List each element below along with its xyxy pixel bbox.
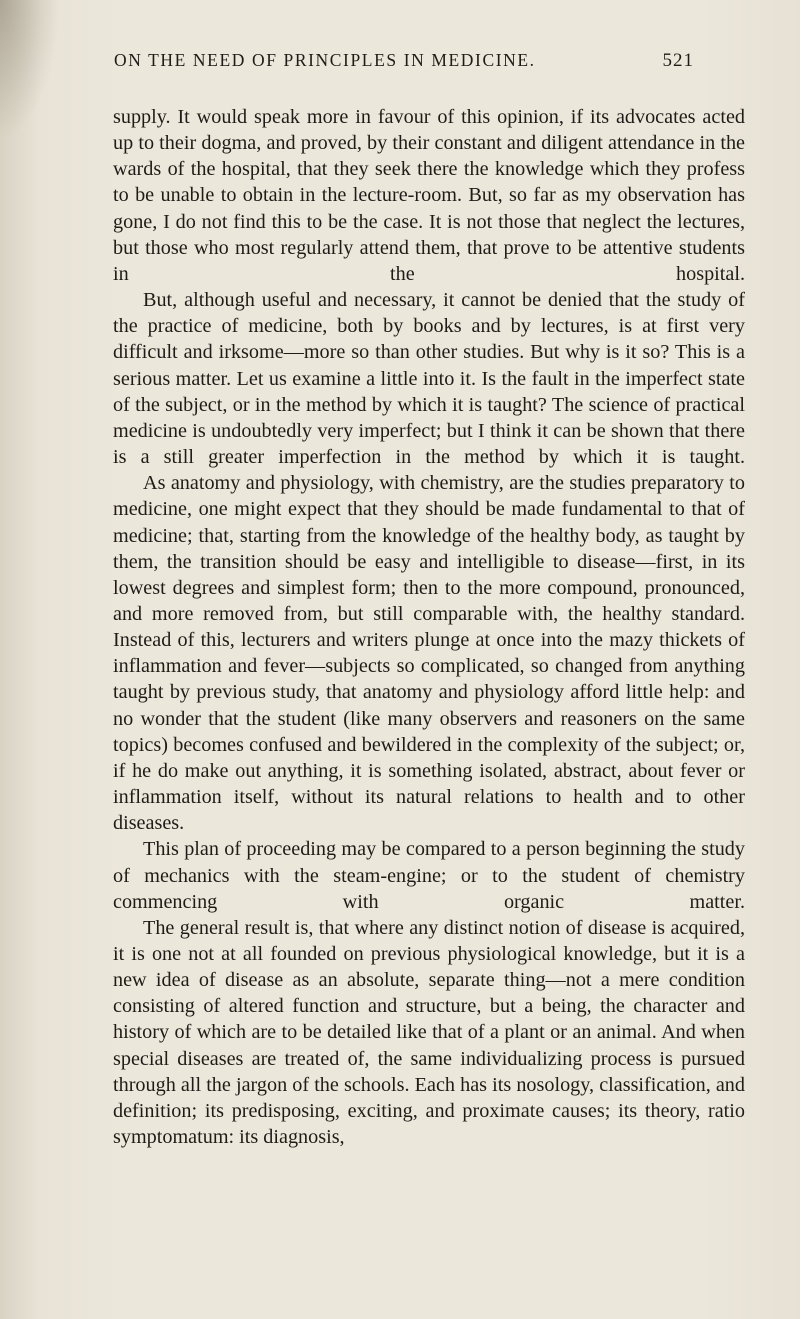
running-head — [114, 50, 694, 80]
running-title: ON THE NEED OF PRINCIPLES IN MEDICINE. — [114, 50, 536, 70]
paragraph-5: The general result is, that where any distinct notion of disease is acquired, it is one not at all founded on previous physiological knowledge, but it is a new idea of disease as an absolute, separate thing—not a mere condition consisting of altered function and structure, but a being, the character and history of which are to be detailed like that of a plant or an animal. And when special diseases are treated of, the same individualizing process is pursued through all the jargon of the schools. Each has its nosology, classification, and definition; its predisposing, exciting, and proximate causes; its theory, ratio symptomatum: its diagnosis, — [113, 916, 745, 1149]
body-text — [113, 104, 745, 1150]
paragraph-2: But, although useful and necessary, it cannot be denied that the study of the practice of medicine, both by books and by lectures, is at first very difficult and irksome—more so than other studies. But why is it so? This is a serious matter. Let us examine a little into it. Is the fault in the imperfect state of the subject, or in the method by which it is taught? The science of practical medicine is undoubtedly very imperfect; but I think it can be shown that there is a still greater imperfection in the method by which it is taught. — [113, 289, 745, 469]
paragraph-3: As anatomy and physiology, with chemistry, are the studies preparatory to medicine, one might expect that they should be made fundamental to that of medicine; that, starting from the knowledge of the healthy body, as taught by them, the transition should be easy and intelligible to disease—first, in its lowest degrees and simplest form; then to the more compound, pronounced, and more removed from, but still comparable with, the healthy standard. Instead of this, lecturers and writers plunge at once into the mazy thickets of inflammation and fever—subjects so complicated, so changed from anything taught by previous study, that anatomy and physiology afford little help: and no wonder that the student (like many observers and reasoners on the same topics) becomes confused and bewildered in the complexity of the subject; or, if he do make out anything, it is something isolated, abstract, about fever or inflammation itself, without its natural relations to health and to other diseases. — [113, 472, 745, 835]
paragraph-1: supply. It would speak more in favour of this opinion, if its advocates acted up to their dogma, and proved, by their constant and diligent attendance in the wards of the hospital, that they seek there the knowledge which they profess to be unable to obtain in the lecture-room. But, so far as my observation has gone, I do not find this to be the case. It is not those that neglect the lectures, but those who most regularly attend them, that prove to be attentive students in the hospital. — [113, 106, 745, 285]
paragraph-4: This plan of proceeding may be compared to a person beginning the study of mechanics with the steam-engine; or to the student of chemistry commencing with organic matter. — [113, 838, 745, 913]
page-corner-shadow — [0, 0, 60, 140]
page-number: 521 — [662, 50, 694, 71]
